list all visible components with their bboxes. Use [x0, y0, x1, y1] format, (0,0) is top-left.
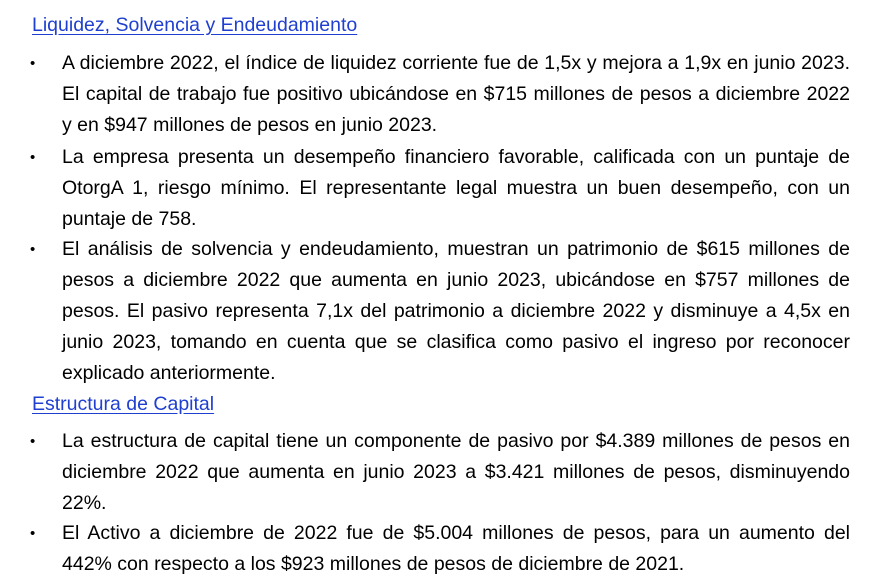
bullet-icon: • — [30, 241, 36, 258]
bullet-icon: • — [30, 55, 36, 72]
bullet-text: El Activo a diciembre de 2022 fue de $5.004 millones de pesos, para un aumento del 442% con respecto a los $923 millones de pesos de diciembre de 2021. — [62, 522, 850, 575]
section-heading-estructura[interactable]: Estructura de Capital — [32, 393, 215, 415]
bullet-icon: • — [30, 149, 36, 166]
bullet-text: La estructura de capital tiene un componente de pasivo por $4.389 millones de pesos en diciembre 2022 que aumenta en junio 2023 a $3.421 millones de pesos, disminuyendo 22%. — [62, 430, 850, 514]
bullet-icon: • — [30, 525, 36, 542]
bullet-text: La empresa presenta un desempeño financiero favorable, calificada con un puntaje de OtorgA 1, riesgo mínimo. El representante legal muestra un buen desempeño, con un puntaje de 758. — [62, 146, 850, 230]
bullet-text: El análisis de solvencia y endeudamiento, muestran un patrimonio de $615 millones de pesos a diciembre 2022 que aumenta en junio 2023, ubicándose en $757 millones de pesos. El pasivo representa 7,1x del patrimonio a diciembre 2022 y disminuye a 4,5x en junio 2023, tomando en cuenta que se clasifica como pasivo el ingreso por reconocer explicado anteriormente. — [62, 238, 850, 384]
bullet-icon: • — [30, 433, 36, 450]
section-heading-liquidez[interactable]: Liquidez, Solvencia y Endeudamiento — [32, 14, 358, 36]
bullet-text: A diciembre 2022, el índice de liquidez corriente fue de 1,5x y mejora a 1,9x en junio 2023. El capital de trabajo fue positivo ubicándose en $715 millones de pesos a diciembre 2022 y en $947 millones de pesos en junio 2023. — [62, 52, 850, 136]
